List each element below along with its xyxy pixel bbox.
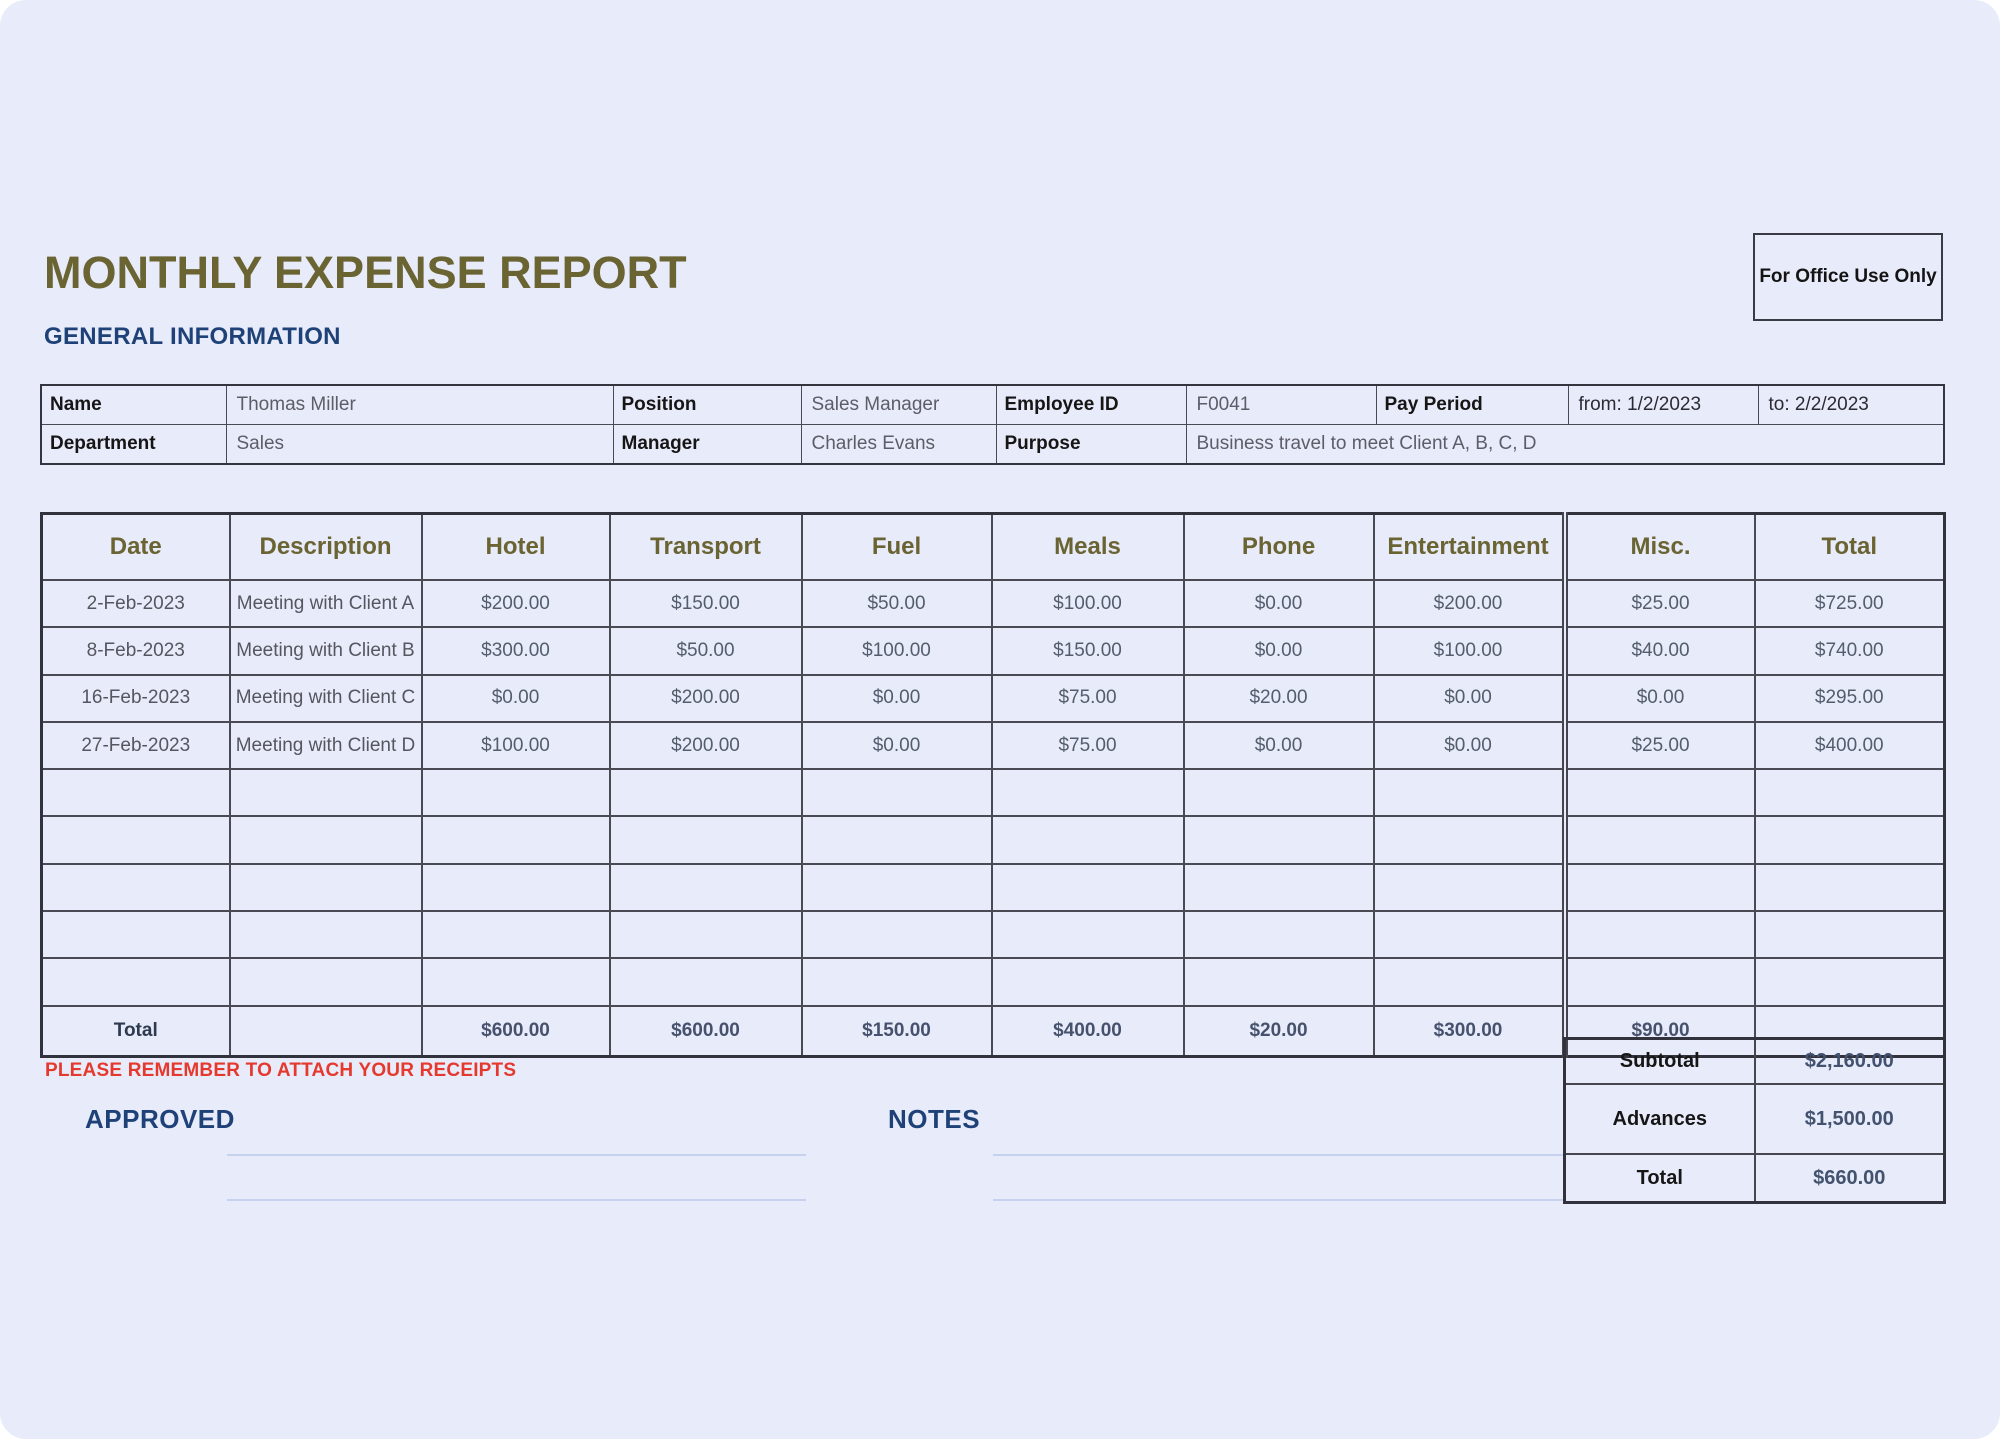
fuel-cell[interactable]: $0.00 bbox=[802, 722, 992, 769]
row-total-cell[interactable]: $295.00 bbox=[1755, 675, 1945, 722]
misc-cell[interactable]: $0.00 bbox=[1565, 675, 1755, 722]
empty-cell[interactable] bbox=[422, 816, 610, 863]
empty-cell[interactable] bbox=[1374, 864, 1565, 911]
column-header-misc: Misc. bbox=[1565, 514, 1755, 581]
summary-total-row bbox=[1565, 1154, 1945, 1203]
summary-total-value: $660.00 bbox=[1755, 1154, 1945, 1203]
table-row bbox=[42, 580, 1945, 627]
subtotal-row bbox=[1565, 1039, 1945, 1085]
column-header-hotel: Hotel bbox=[422, 514, 610, 581]
department-field[interactable]: Sales bbox=[226, 425, 613, 465]
office-use-box bbox=[1753, 233, 1943, 321]
hotel-cell[interactable]: $100.00 bbox=[422, 722, 610, 769]
table-row-empty bbox=[42, 911, 1945, 958]
total-description-cell bbox=[230, 1006, 422, 1057]
empty-cell[interactable] bbox=[992, 958, 1184, 1005]
transport-cell[interactable]: $200.00 bbox=[610, 675, 802, 722]
pay-period-from-field[interactable]: from: 1/2/2023 bbox=[1568, 385, 1758, 425]
empty-cell[interactable] bbox=[992, 911, 1184, 958]
empty-cell[interactable] bbox=[1374, 958, 1565, 1005]
employee-id-field[interactable]: F0041 bbox=[1186, 385, 1376, 425]
pay-period-to-field[interactable]: to: 2/2/2023 bbox=[1758, 385, 1944, 425]
description-cell[interactable]: Meeting with Client A bbox=[230, 580, 422, 627]
date-cell[interactable]: 16-Feb-2023 bbox=[42, 675, 230, 722]
hotel-cell[interactable]: $0.00 bbox=[422, 675, 610, 722]
table-row bbox=[42, 722, 1945, 769]
summary-total-label: Total bbox=[1565, 1154, 1755, 1203]
empty-cell[interactable] bbox=[1755, 769, 1945, 816]
meals-total-cell: $400.00 bbox=[992, 1006, 1184, 1057]
transport-cell[interactable]: $50.00 bbox=[610, 627, 802, 674]
date-cell[interactable]: 8-Feb-2023 bbox=[42, 627, 230, 674]
empty-cell[interactable] bbox=[422, 958, 610, 1005]
transport-cell[interactable]: $200.00 bbox=[610, 722, 802, 769]
name-field[interactable]: Thomas Miller bbox=[226, 385, 613, 425]
column-header-entertainment: Entertainment bbox=[1374, 514, 1565, 581]
empty-cell[interactable] bbox=[1565, 769, 1755, 816]
empty-cell[interactable] bbox=[1755, 864, 1945, 911]
position-field[interactable]: Sales Manager bbox=[801, 385, 996, 425]
empty-cell[interactable] bbox=[42, 816, 230, 863]
phone-cell[interactable]: $0.00 bbox=[1184, 580, 1374, 627]
empty-cell[interactable] bbox=[802, 769, 992, 816]
empty-cell[interactable] bbox=[1565, 816, 1755, 863]
general-information-table bbox=[40, 384, 1945, 465]
misc-cell[interactable]: $25.00 bbox=[1565, 722, 1755, 769]
row-total-cell[interactable]: $400.00 bbox=[1755, 722, 1945, 769]
row-total-cell[interactable]: $740.00 bbox=[1755, 627, 1945, 674]
misc-cell[interactable]: $25.00 bbox=[1565, 580, 1755, 627]
table-row-empty bbox=[42, 958, 1945, 1005]
meals-cell[interactable]: $75.00 bbox=[992, 675, 1184, 722]
misc-total-cell: $90.00 bbox=[1565, 1006, 1755, 1057]
expense-table bbox=[40, 512, 1946, 1058]
empty-cell[interactable] bbox=[422, 864, 610, 911]
empty-cell[interactable] bbox=[1184, 864, 1374, 911]
entertainment-cell[interactable]: $100.00 bbox=[1374, 627, 1565, 674]
empty-cell[interactable] bbox=[1184, 911, 1374, 958]
empty-cell[interactable] bbox=[1755, 958, 1945, 1005]
date-cell[interactable]: 27-Feb-2023 bbox=[42, 722, 230, 769]
table-row bbox=[42, 627, 1945, 674]
date-cell[interactable]: 2-Feb-2023 bbox=[42, 580, 230, 627]
empty-cell[interactable] bbox=[42, 769, 230, 816]
advances-row bbox=[1565, 1084, 1945, 1154]
purpose-label: Purpose bbox=[996, 425, 1186, 465]
entertainment-total-cell: $300.00 bbox=[1374, 1006, 1565, 1057]
fuel-cell[interactable]: $0.00 bbox=[802, 675, 992, 722]
empty-cell[interactable] bbox=[230, 864, 422, 911]
empty-cell[interactable] bbox=[802, 958, 992, 1005]
empty-cell[interactable] bbox=[610, 769, 802, 816]
column-header-transport: Transport bbox=[610, 514, 802, 581]
notes-heading: NOTES bbox=[888, 1104, 981, 1134]
manager-field[interactable]: Charles Evans bbox=[801, 425, 996, 465]
empty-cell[interactable] bbox=[42, 864, 230, 911]
empty-cell[interactable] bbox=[1184, 769, 1374, 816]
fuel-cell[interactable]: $50.00 bbox=[802, 580, 992, 627]
misc-cell[interactable]: $40.00 bbox=[1565, 627, 1755, 674]
empty-cell[interactable] bbox=[802, 911, 992, 958]
empty-cell[interactable] bbox=[802, 816, 992, 863]
empty-cell[interactable] bbox=[230, 816, 422, 863]
phone-cell[interactable]: $0.00 bbox=[1184, 627, 1374, 674]
empty-cell[interactable] bbox=[1565, 911, 1755, 958]
subtotal-value: $2,160.00 bbox=[1755, 1039, 1945, 1085]
fuel-cell[interactable]: $100.00 bbox=[802, 627, 992, 674]
name-label: Name bbox=[41, 385, 226, 425]
column-header-description: Description bbox=[230, 514, 422, 581]
meals-cell[interactable]: $75.00 bbox=[992, 722, 1184, 769]
empty-cell[interactable] bbox=[610, 911, 802, 958]
table-row-empty bbox=[42, 816, 1945, 863]
advances-label: Advances bbox=[1565, 1084, 1755, 1154]
column-header-total: Total bbox=[1755, 514, 1945, 581]
empty-cell[interactable] bbox=[610, 816, 802, 863]
description-cell[interactable]: Meeting with Client C bbox=[230, 675, 422, 722]
fuel-total-cell: $150.00 bbox=[802, 1006, 992, 1057]
general-information-heading: GENERAL INFORMATION bbox=[44, 323, 341, 350]
attach-receipts-note: PLEASE REMEMBER TO ATTACH YOUR RECEIPTS bbox=[45, 1060, 517, 1081]
page-title: MONTHLY EXPENSE REPORT bbox=[44, 247, 687, 298]
empty-cell[interactable] bbox=[42, 958, 230, 1005]
transport-total-cell: $600.00 bbox=[610, 1006, 802, 1057]
empty-cell[interactable] bbox=[1565, 958, 1755, 1005]
transport-cell[interactable]: $150.00 bbox=[610, 580, 802, 627]
empty-cell[interactable] bbox=[1184, 816, 1374, 863]
approved-heading: APPROVED bbox=[85, 1104, 235, 1134]
meals-cell[interactable]: $100.00 bbox=[992, 580, 1184, 627]
department-label: Department bbox=[41, 425, 226, 465]
empty-cell[interactable] bbox=[1565, 864, 1755, 911]
description-cell[interactable]: Meeting with Client B bbox=[230, 627, 422, 674]
empty-cell[interactable] bbox=[1374, 816, 1565, 863]
column-header-meals: Meals bbox=[992, 514, 1184, 581]
table-row-empty bbox=[42, 769, 1945, 816]
hotel-cell[interactable]: $200.00 bbox=[422, 580, 610, 627]
approved-signature-line-1[interactable] bbox=[227, 1154, 806, 1156]
empty-cell[interactable] bbox=[610, 864, 802, 911]
empty-cell[interactable] bbox=[992, 816, 1184, 863]
entertainment-cell[interactable]: $0.00 bbox=[1374, 722, 1565, 769]
empty-cell[interactable] bbox=[1755, 816, 1945, 863]
empty-cell[interactable] bbox=[610, 958, 802, 1005]
hotel-cell[interactable]: $300.00 bbox=[422, 627, 610, 674]
empty-cell[interactable] bbox=[230, 911, 422, 958]
subtotal-label: Subtotal bbox=[1565, 1039, 1755, 1085]
purpose-field[interactable]: Business travel to meet Client A, B, C, D bbox=[1186, 425, 1944, 465]
empty-cell[interactable] bbox=[422, 769, 610, 816]
manager-label: Manager bbox=[613, 425, 801, 465]
empty-cell[interactable] bbox=[802, 864, 992, 911]
table-row-empty bbox=[42, 864, 1945, 911]
column-header-phone: Phone bbox=[1184, 514, 1374, 581]
advances-value: $1,500.00 bbox=[1755, 1084, 1945, 1154]
info-row-2 bbox=[41, 425, 1944, 465]
approved-signature-line-2[interactable] bbox=[227, 1199, 806, 1201]
description-cell[interactable]: Meeting with Client D bbox=[230, 722, 422, 769]
table-row bbox=[42, 675, 1945, 722]
empty-cell[interactable] bbox=[230, 769, 422, 816]
hotel-total-cell: $600.00 bbox=[422, 1006, 610, 1057]
notes-line-2[interactable] bbox=[993, 1199, 1563, 1201]
row-total-cell[interactable]: $725.00 bbox=[1755, 580, 1945, 627]
total-row-label: Total bbox=[42, 1006, 230, 1057]
empty-cell[interactable] bbox=[1374, 911, 1565, 958]
position-label: Position bbox=[613, 385, 801, 425]
empty-cell[interactable] bbox=[422, 911, 610, 958]
empty-cell[interactable] bbox=[1374, 769, 1565, 816]
phone-cell[interactable]: $0.00 bbox=[1184, 722, 1374, 769]
pay-period-label: Pay Period bbox=[1376, 385, 1568, 425]
column-header-fuel: Fuel bbox=[802, 514, 992, 581]
info-row-1 bbox=[41, 385, 1944, 425]
meals-cell[interactable]: $150.00 bbox=[992, 627, 1184, 674]
empty-cell[interactable] bbox=[42, 911, 230, 958]
empty-cell[interactable] bbox=[230, 958, 422, 1005]
employee-id-label: Employee ID bbox=[996, 385, 1186, 425]
empty-cell[interactable] bbox=[992, 864, 1184, 911]
column-header-date: Date bbox=[42, 514, 230, 581]
entertainment-cell[interactable]: $0.00 bbox=[1374, 675, 1565, 722]
entertainment-cell[interactable]: $200.00 bbox=[1374, 580, 1565, 627]
notes-line-1[interactable] bbox=[993, 1154, 1563, 1156]
empty-cell[interactable] bbox=[1755, 911, 1945, 958]
phone-total-cell: $20.00 bbox=[1184, 1006, 1374, 1057]
office-use-label: For Office Use Only bbox=[1759, 266, 1937, 287]
empty-cell[interactable] bbox=[1184, 958, 1374, 1005]
phone-cell[interactable]: $20.00 bbox=[1184, 675, 1374, 722]
summary-table bbox=[1563, 1037, 1946, 1204]
expense-header-row bbox=[42, 514, 1945, 581]
empty-cell[interactable] bbox=[992, 769, 1184, 816]
